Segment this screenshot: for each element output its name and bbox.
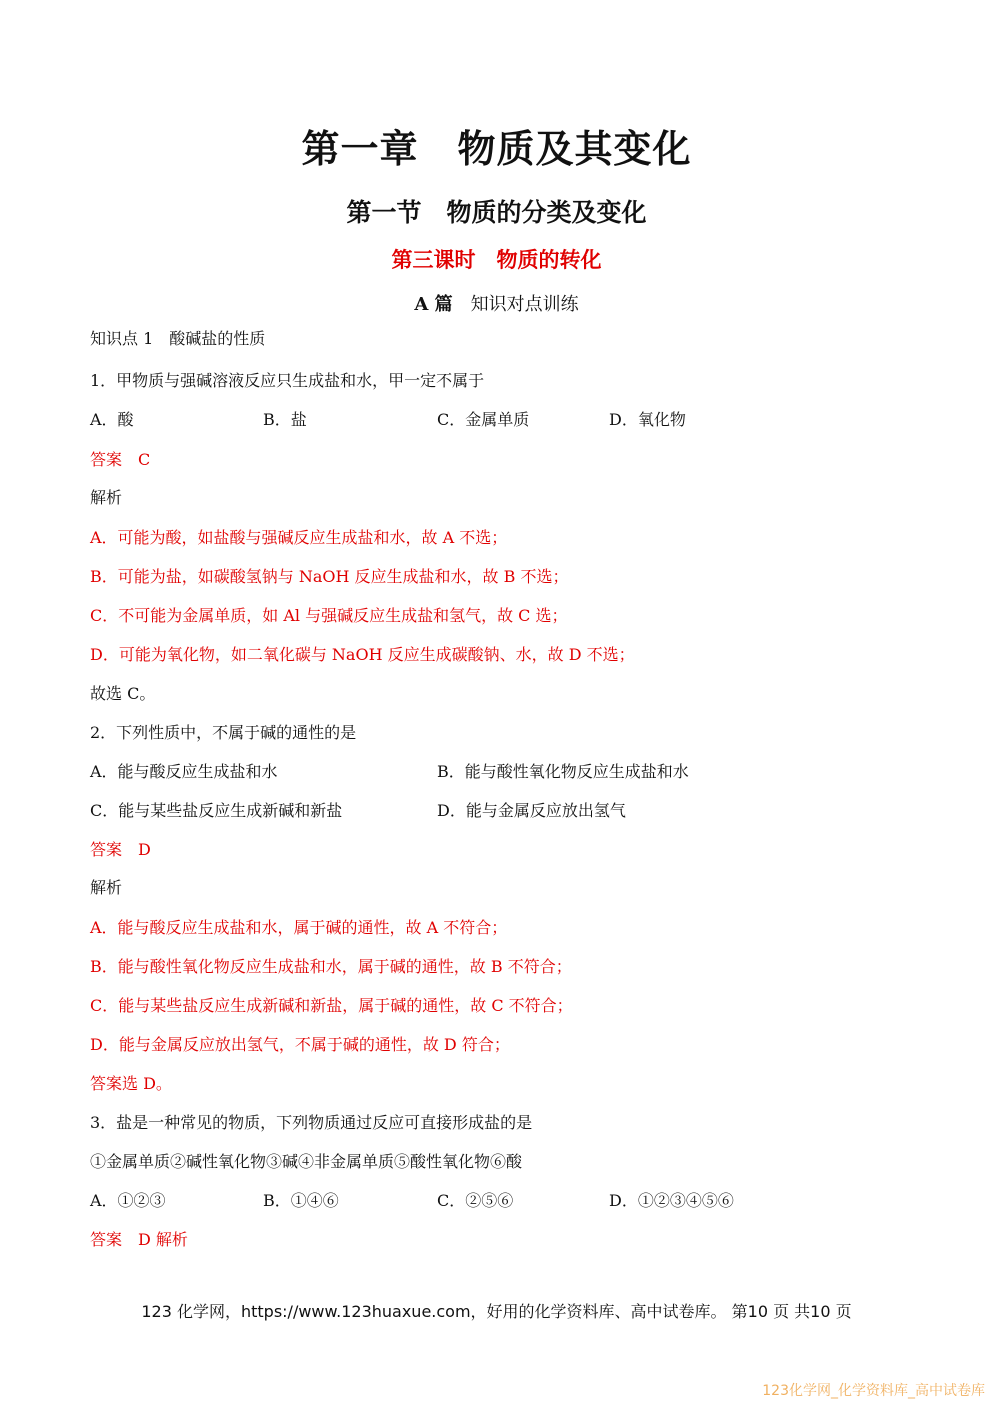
q1-option-a: A．酸 [90,410,134,429]
q2-conclusion: 答案选 D。 [90,1074,172,1093]
lesson-title: 第三课时 物质的转化 [391,248,602,272]
q3-items: ①金属单质②碱性氧化物③碱④非金属单质⑤酸性氧化物⑥酸 [90,1152,523,1171]
q2-answer: 答案 D [90,840,151,859]
q3-stem: 3．盐是一种常见的物质，下列物质通过反应可直接形成盐的是 [90,1113,533,1132]
q2-analysis-b: B．能与酸性氧化物反应生成盐和水，属于碱的通性，故 B 不符合； [90,957,572,976]
q2-analysis-label: 解析 [90,878,123,897]
q2-stem: 2．下列性质中，不属于碱的通性的是 [90,723,357,742]
q3-option-c: C．②⑤⑥ [437,1191,514,1210]
q2-option-d: D．能与金属反应放出氢气 [437,801,626,820]
q2-option-c: C．能与某些盐反应生成新碱和新盐 [90,801,343,820]
q2-analysis-c: C．能与某些盐反应生成新碱和新盐，属于碱的通性，故 C 不符合； [90,996,573,1015]
q1-conclusion: 故选 C。 [90,684,156,703]
q2-option-b: B．能与酸性氧化物反应生成盐和水 [437,762,689,781]
q3-option-b: B．①④⑥ [263,1191,339,1210]
q2-option-a: A．能与酸反应生成盐和水 [90,762,278,781]
q1-option-b: B．盐 [263,410,307,429]
section-title: 第一节 物质的分类及变化 [346,198,647,227]
q1-stem: 1．甲物质与强碱溶液反应只生成盐和水，甲一定不属于 [90,371,485,390]
chapter-title: 第一章 物质及其变化 [301,127,692,171]
q1-analysis-c: C．不可能为金属单质，如 Al 与强碱反应生成盐和氢气，故 C 选； [90,606,568,625]
q3-answer: 答案 D 解析 [90,1230,188,1249]
q1-option-c: C．金属单质 [437,410,530,429]
q1-answer: 答案 C [90,450,151,469]
part-heading [0,290,993,316]
q3-option-a: A．①②③ [90,1191,166,1210]
knowledge-point-heading: 知识点 1 酸碱盐的性质 [90,329,266,348]
q3-option-d: D．①②③④⑤⑥ [609,1191,734,1210]
part-title: 知识对点训练 [470,294,579,315]
site-watermark: 123化学网_化学资料库_高中试卷库 [762,1383,985,1399]
part-label: A 篇 [414,294,453,315]
q2-analysis-a: A．能与酸反应生成盐和水，属于碱的通性，故 A 不符合； [90,918,508,937]
q1-analysis-b: B．可能为盐，如碳酸氢钠与 NaOH 反应生成盐和水，故 B 不选； [90,567,569,586]
page-footer: 123 化学网，https://www.123huaxue.com，好用的化学资料库、高中试卷库。 第10 页 共10 页 [141,1302,852,1321]
q1-analysis-d: D．可能为氧化物，如二氧化碳与 NaOH 反应生成碳酸钠、水，故 D 不选； [90,645,635,664]
q2-analysis-d: D．能与金属反应放出氢气，不属于碱的通性，故 D 符合； [90,1035,510,1054]
q1-option-d: D．氧化物 [609,410,686,429]
q1-analysis-label: 解析 [90,488,123,507]
q1-analysis-a: A．可能为酸，如盐酸与强碱反应生成盐和水，故 A 不选； [90,528,508,547]
